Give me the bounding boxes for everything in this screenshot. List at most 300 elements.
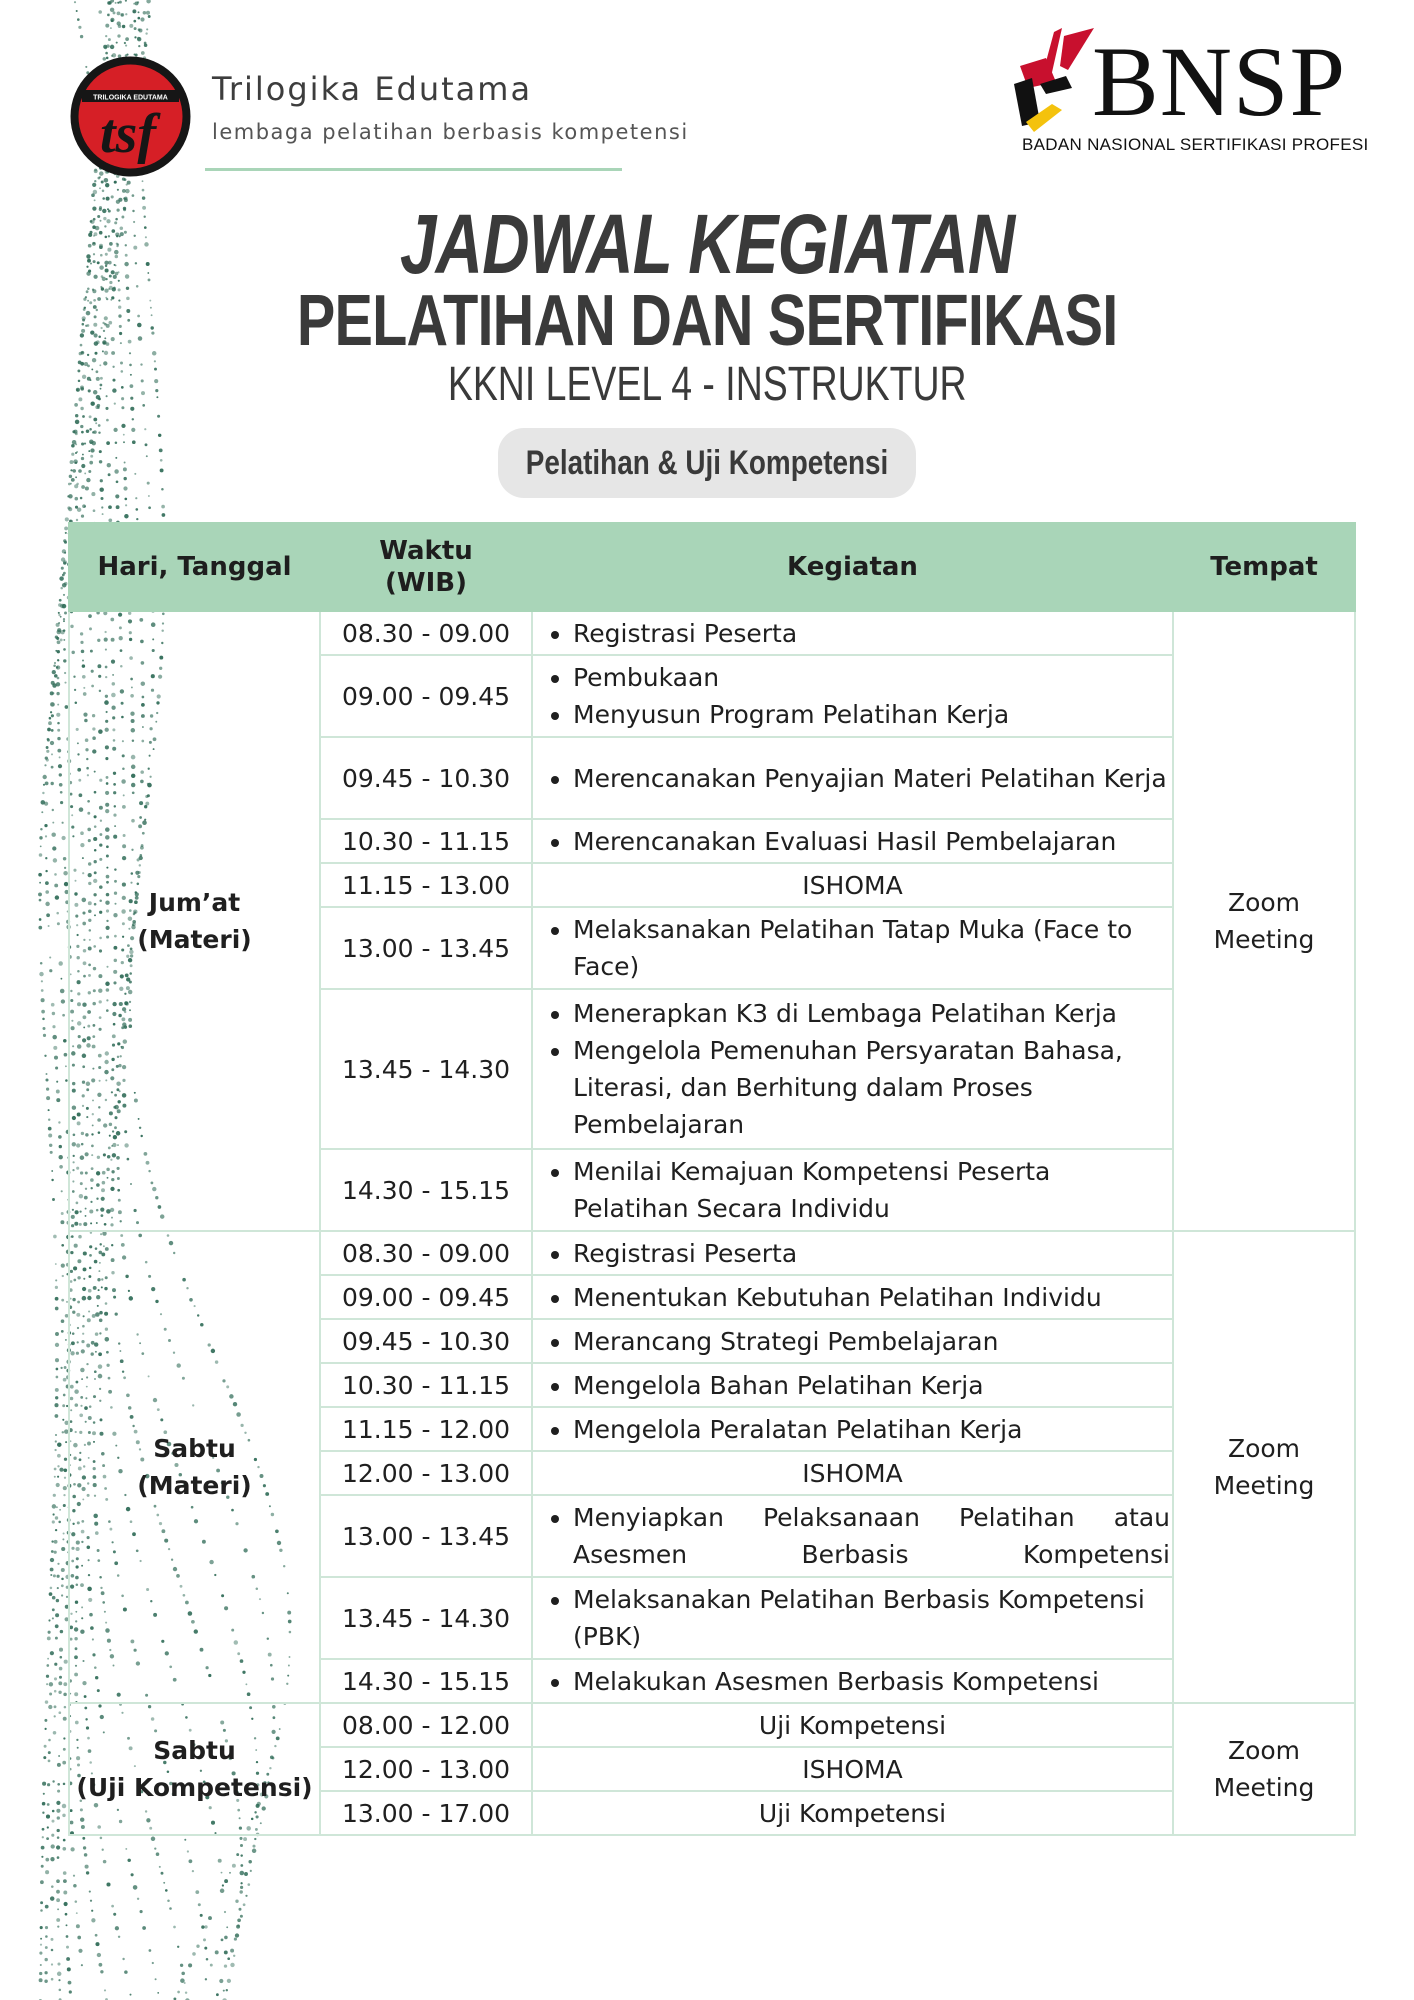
decorative-dot <box>104 337 106 339</box>
decorative-dot <box>136 285 139 288</box>
decorative-dot <box>48 1760 51 1763</box>
decorative-dot <box>142 180 144 182</box>
decorative-dot <box>65 532 67 534</box>
decorative-dot <box>120 362 123 365</box>
decorative-dot <box>56 1081 58 1083</box>
decorative-dot <box>55 1529 57 1531</box>
decorative-dot <box>48 1739 51 1742</box>
decorative-dot <box>55 1297 59 1301</box>
decorative-dot <box>61 1299 64 1302</box>
decorative-dot <box>75 420 80 425</box>
decorative-dot <box>55 1332 59 1336</box>
decorative-dot <box>125 274 129 278</box>
decorative-dot <box>173 1926 176 1929</box>
decorative-dot <box>120 342 122 344</box>
decorative-dot <box>57 1908 59 1910</box>
decorative-dot <box>81 485 85 489</box>
decorative-dot <box>49 1682 53 1686</box>
header-activity-label: Kegiatan <box>787 551 918 582</box>
decorative-dot <box>92 225 96 229</box>
decorative-dot <box>135 508 138 511</box>
decorative-dot <box>50 711 52 713</box>
decorative-dot <box>50 1151 53 1154</box>
decorative-dot <box>46 1088 49 1091</box>
decorative-dot <box>51 832 55 836</box>
decorative-dot <box>40 1880 44 1884</box>
decorative-dot <box>104 351 108 355</box>
decorative-dot <box>154 1847 156 1849</box>
activity-item: • Merencanakan Evaluasi Hasil Pembelajaran <box>573 823 1172 860</box>
decorative-dot <box>64 1706 67 1709</box>
decorative-dot <box>123 441 125 443</box>
decorative-dot <box>103 1860 107 1864</box>
decorative-dot <box>50 1857 54 1861</box>
bnsp-emblem-icon <box>1010 26 1096 136</box>
decorative-dot <box>43 784 45 786</box>
decorative-dot <box>106 324 110 328</box>
decorative-dot <box>187 1850 189 1852</box>
decorative-dot <box>245 1895 247 1897</box>
decorative-dot <box>60 1656 63 1659</box>
decorative-dot <box>61 836 65 840</box>
decorative-dot <box>124 462 126 464</box>
decorative-dot <box>39 972 43 976</box>
place-line-2: Meeting <box>1213 925 1315 954</box>
decorative-dot <box>99 1963 103 1967</box>
decorative-dot <box>148 15 151 18</box>
day-sub: (Uji Kompetensi) <box>76 1773 313 1802</box>
decorative-dot <box>56 682 60 686</box>
decorative-dot <box>108 505 112 509</box>
decorative-dot <box>102 322 104 324</box>
decorative-dot <box>74 484 78 488</box>
decorative-dot <box>83 1846 86 1849</box>
decorative-dot <box>224 1936 228 1940</box>
decorative-dot <box>59 1468 63 1472</box>
activity-cell <box>532 1407 1173 1451</box>
decorative-dot <box>140 17 144 21</box>
decorative-dot <box>64 1053 68 1057</box>
activity-item: • Menentukan Kebutuhan Pelatihan Individu <box>573 1279 1172 1316</box>
decorative-dot <box>57 659 59 661</box>
decorative-dot <box>134 235 136 237</box>
decorative-dot <box>75 497 79 501</box>
decorative-dot <box>63 639 65 641</box>
decorative-dot <box>99 450 102 453</box>
decorative-dot <box>57 1783 60 1786</box>
decorative-dot <box>205 1978 207 1980</box>
decorative-dot <box>68 1981 72 1985</box>
decorative-dot <box>45 1935 48 1938</box>
decorative-dot <box>75 452 77 454</box>
decorative-dot <box>48 1127 52 1131</box>
decorative-dot <box>158 434 161 437</box>
decorative-dot <box>142 206 146 210</box>
decorative-dot <box>85 486 89 490</box>
decorative-dot <box>78 26 81 29</box>
decorative-dot <box>230 1963 234 1967</box>
decorative-dot <box>98 336 101 339</box>
decorative-dot <box>230 1949 234 1953</box>
decorative-dot <box>49 1693 52 1696</box>
decorative-dot <box>100 254 103 257</box>
decorative-dot <box>71 453 74 456</box>
decorative-dot <box>54 1449 56 1451</box>
decorative-dot <box>89 1891 91 1893</box>
decorative-dot <box>122 1958 124 1960</box>
decorative-dot <box>88 470 91 473</box>
place-line-2: Meeting <box>1213 1773 1315 1802</box>
decorative-dot <box>105 35 107 37</box>
decorative-dot <box>40 828 42 830</box>
decorative-dot <box>121 406 124 409</box>
decorative-dot <box>53 1513 55 1515</box>
program-badge-label: Pelatihan & Uji Kompetensi <box>525 443 889 482</box>
decorative-dot <box>105 253 108 256</box>
decorative-dot <box>86 478 90 482</box>
decorative-dot <box>201 1925 204 1928</box>
decorative-dot <box>88 244 92 248</box>
decorative-dot <box>169 1907 172 1910</box>
decorative-dot <box>91 368 93 370</box>
decorative-dot <box>54 1677 57 1680</box>
decorative-dot <box>97 297 101 301</box>
decorative-dot <box>124 42 126 44</box>
decorative-dot <box>61 1212 64 1215</box>
decorative-dot <box>102 190 105 193</box>
decorative-dot <box>55 1414 59 1418</box>
decorative-dot <box>53 1731 57 1735</box>
decorative-dot <box>102 1849 104 1851</box>
decorative-dot <box>81 442 84 445</box>
decorative-dot <box>93 253 95 255</box>
decorative-dot <box>118 1936 120 1938</box>
decorative-dot <box>80 425 83 428</box>
decorative-dot <box>64 1366 67 1369</box>
decorative-dot <box>250 1870 252 1872</box>
decorative-dot <box>42 1782 46 1786</box>
decorative-dot <box>99 460 102 463</box>
decorative-dot <box>92 206 96 210</box>
decorative-dot <box>106 419 109 422</box>
decorative-dot <box>64 867 66 869</box>
decorative-dot <box>124 262 128 266</box>
decorative-dot <box>64 1902 68 1906</box>
decorative-dot <box>106 441 110 445</box>
decorative-dot <box>184 1839 186 1841</box>
decorative-dot <box>160 459 163 462</box>
decorative-dot <box>122 25 125 28</box>
decorative-dot <box>63 1682 67 1686</box>
decorative-dot <box>240 1882 242 1884</box>
decorative-dot <box>132 440 136 444</box>
decorative-dot <box>57 677 60 680</box>
decorative-dot <box>82 454 84 456</box>
decorative-dot <box>219 1979 223 1983</box>
place-cell <box>1173 611 1355 1231</box>
decorative-dot <box>115 441 118 444</box>
decorative-dot <box>243 1837 247 1841</box>
decorative-dot <box>54 1690 57 1693</box>
decorative-dot <box>47 728 51 732</box>
time-cell: 08.00 - 12.00 <box>320 1703 532 1747</box>
decorative-dot <box>78 469 82 473</box>
decorative-dot <box>50 1558 54 1562</box>
decorative-dot <box>43 1756 46 1759</box>
decorative-dot <box>104 225 106 227</box>
decorative-dot <box>215 1950 219 1954</box>
decorative-dot <box>93 509 96 512</box>
decorative-dot <box>62 604 67 609</box>
decorative-dot <box>87 259 91 263</box>
decorative-dot <box>198 1903 201 1906</box>
decorative-dot <box>64 1477 66 1479</box>
decorative-dot <box>64 612 67 615</box>
decorative-dot <box>50 1651 54 1655</box>
decorative-dot <box>58 961 62 965</box>
decorative-dot <box>125 254 128 257</box>
decorative-dot <box>55 1434 57 1436</box>
place-line-1: Zoom <box>1227 1736 1301 1765</box>
decorative-dot <box>69 1990 72 1993</box>
decorative-dot <box>116 42 118 44</box>
decorative-dot <box>145 443 148 446</box>
decorative-dot <box>82 1837 85 1840</box>
decorative-dot <box>64 541 67 544</box>
decorative-dot <box>57 729 60 732</box>
decorative-dot <box>86 254 90 258</box>
decorative-dot <box>115 494 119 498</box>
decorative-dot <box>123 467 127 471</box>
decorative-dot <box>60 1630 63 1633</box>
decorative-dot <box>53 1046 57 1050</box>
decorative-dot <box>80 407 83 410</box>
decorative-dot <box>91 1910 93 1912</box>
decorative-dot <box>74 1 76 3</box>
place-line-2: Meeting <box>1213 1471 1315 1500</box>
decorative-dot <box>184 1982 186 1984</box>
day-cell <box>69 1231 320 1703</box>
decorative-dot <box>93 323 97 327</box>
decorative-dot <box>99 364 101 366</box>
decorative-dot <box>97 1953 101 1957</box>
decorative-dot <box>177 1946 179 1948</box>
activity-cell <box>532 1149 1173 1231</box>
decorative-dot <box>161 505 165 509</box>
decorative-dot <box>70 460 74 464</box>
decorative-dot <box>59 1667 63 1671</box>
decorative-dot <box>117 209 120 212</box>
decorative-dot <box>46 758 49 761</box>
decorative-dot <box>39 1978 43 1982</box>
decorative-dot <box>108 38 111 41</box>
activity-item: • Mengelola Pemenuhan Persyaratan Bahasa, Literasi, dan Berhitung dalam Proses Pembelajaran <box>573 1032 1172 1143</box>
decorative-dot <box>51 1003 55 1007</box>
decorative-dot <box>48 721 52 725</box>
decorative-dot <box>119 235 121 237</box>
day-cell <box>69 1703 320 1835</box>
decorative-dot <box>108 261 112 265</box>
decorative-dot <box>63 1891 67 1895</box>
table-header-row <box>69 523 1355 611</box>
decorative-dot <box>45 835 47 837</box>
decorative-dot <box>53 664 56 667</box>
decorative-dot <box>63 1871 67 1875</box>
decorative-dot <box>135 1 139 5</box>
decorative-dot <box>116 245 118 247</box>
decorative-dot <box>57 722 60 725</box>
decorative-dot <box>57 1563 59 1565</box>
decorative-dot <box>100 384 103 387</box>
decorative-dot <box>59 773 62 776</box>
time-cell: 09.00 - 09.45 <box>320 655 532 737</box>
decorative-dot <box>63 1879 67 1883</box>
decorative-dot <box>44 1745 47 1748</box>
decorative-dot <box>239 1837 242 1840</box>
decorative-dot <box>123 434 125 436</box>
decorative-dot <box>107 248 111 252</box>
decorative-dot <box>45 782 49 786</box>
decorative-dot <box>39 1972 42 1975</box>
decorative-dot <box>110 299 112 301</box>
decorative-dot <box>57 1587 59 1589</box>
decorative-dot <box>119 325 122 328</box>
decorative-dot <box>66 1935 69 1938</box>
decorative-dot <box>120 226 124 230</box>
decorative-dot <box>132 9 136 13</box>
decorative-dot <box>105 407 108 410</box>
decorative-dot <box>234 1938 237 1941</box>
activity-item: • Registrasi Peserta <box>573 1235 1172 1272</box>
decorative-dot <box>155 1978 157 1980</box>
decorative-dot <box>60 616 62 618</box>
decorative-dot <box>146 11 150 15</box>
decorative-dot <box>163 1882 165 1884</box>
decorative-dot <box>240 1886 243 1889</box>
decorative-dot <box>61 1584 64 1587</box>
decorative-dot <box>47 1826 49 1828</box>
decorative-dot <box>81 457 84 460</box>
decorative-dot <box>59 1989 62 1992</box>
decorative-dot <box>121 424 125 428</box>
decorative-dot <box>57 1829 60 1832</box>
decorative-dot <box>65 1913 68 1916</box>
decorative-dot <box>123 486 127 490</box>
decorative-dot <box>62 1761 66 1765</box>
decorative-dot <box>47 1803 50 1806</box>
decorative-dot <box>141 391 145 395</box>
activity-item: • Merencanakan Penyajian Materi Pelatihan Kerja <box>573 760 1172 797</box>
decorative-dot <box>52 1820 55 1823</box>
decorative-dot <box>116 505 120 509</box>
decorative-dot <box>142 404 145 407</box>
decorative-dot <box>88 233 92 237</box>
decorative-dot <box>84 443 86 445</box>
decorative-dot <box>52 1025 55 1028</box>
decorative-dot <box>55 1388 59 1392</box>
decorative-dot <box>70 1847 74 1851</box>
header-time <box>320 523 532 611</box>
decorative-dot <box>41 1846 45 1850</box>
activity-cell <box>532 1275 1173 1319</box>
decorative-dot <box>130 374 132 376</box>
decorative-dot <box>65 517 69 521</box>
decorative-dot <box>244 1872 248 1876</box>
decorative-dot <box>83 298 86 301</box>
decorative-dot <box>123 197 125 199</box>
decorative-dot <box>41 1856 43 1858</box>
decorative-dot <box>80 344 83 347</box>
decorative-dot <box>112 229 116 233</box>
org-name: Trilogika Edutama <box>212 70 533 108</box>
decorative-dot <box>102 340 106 344</box>
decorative-dot <box>137 17 140 20</box>
decorative-dot <box>49 1592 53 1596</box>
decorative-dot <box>62 1804 66 1808</box>
decorative-dot <box>62 1419 64 1421</box>
decorative-dot <box>50 741 54 745</box>
decorative-dot <box>111 19 114 22</box>
decorative-dot <box>55 1263 57 1265</box>
time-cell: 13.45 - 14.30 <box>320 989 532 1149</box>
time-cell: 09.45 - 10.30 <box>320 737 532 819</box>
time-cell: 12.00 - 13.00 <box>320 1451 532 1495</box>
decorative-dot <box>189 1859 193 1863</box>
decorative-dot <box>216 1993 219 1996</box>
decorative-dot <box>47 1636 51 1640</box>
decorative-dot <box>133 246 137 250</box>
time-cell: 08.30 - 09.00 <box>320 1231 532 1275</box>
activity-item: • Mengelola Peralatan Pelatihan Kerja <box>573 1411 1172 1448</box>
decorative-dot <box>115 2 117 4</box>
decorative-dot <box>52 822 54 824</box>
decorative-dot <box>133 20 136 23</box>
decorative-dot <box>61 557 65 561</box>
decorative-dot <box>50 1587 53 1590</box>
decorative-dot <box>121 397 124 400</box>
decorative-dot <box>61 1244 64 1247</box>
decorative-dot <box>93 260 96 263</box>
decorative-dot <box>162 513 166 517</box>
decorative-dot <box>130 407 134 411</box>
activity-cell: ISHOMA <box>532 863 1173 907</box>
time-cell: 10.30 - 11.15 <box>320 819 532 863</box>
decorative-dot <box>102 209 106 213</box>
decorative-dot <box>107 463 111 467</box>
decorative-dot <box>50 1568 54 1572</box>
decorative-dot <box>62 1538 64 1540</box>
decorative-dot <box>239 1890 242 1893</box>
decorative-dot <box>147 272 149 274</box>
decorative-dot <box>93 218 96 221</box>
decorative-dot <box>80 386 84 390</box>
decorative-dot <box>53 1235 57 1239</box>
decorative-dot <box>100 388 102 390</box>
decorative-dot <box>110 27 112 29</box>
decorative-dot <box>55 1440 57 1442</box>
decorative-dot <box>50 1896 54 1900</box>
decorative-dot <box>75 1900 78 1903</box>
decorative-dot <box>47 739 50 742</box>
decorative-dot <box>146 455 148 457</box>
decorative-dot <box>56 1809 60 1813</box>
decorative-dot <box>62 822 64 824</box>
decorative-dot <box>57 640 61 644</box>
decorative-dot <box>144 428 146 430</box>
decorative-dot <box>69 475 72 478</box>
decorative-dot <box>116 480 119 483</box>
decorative-dot <box>125 189 129 193</box>
